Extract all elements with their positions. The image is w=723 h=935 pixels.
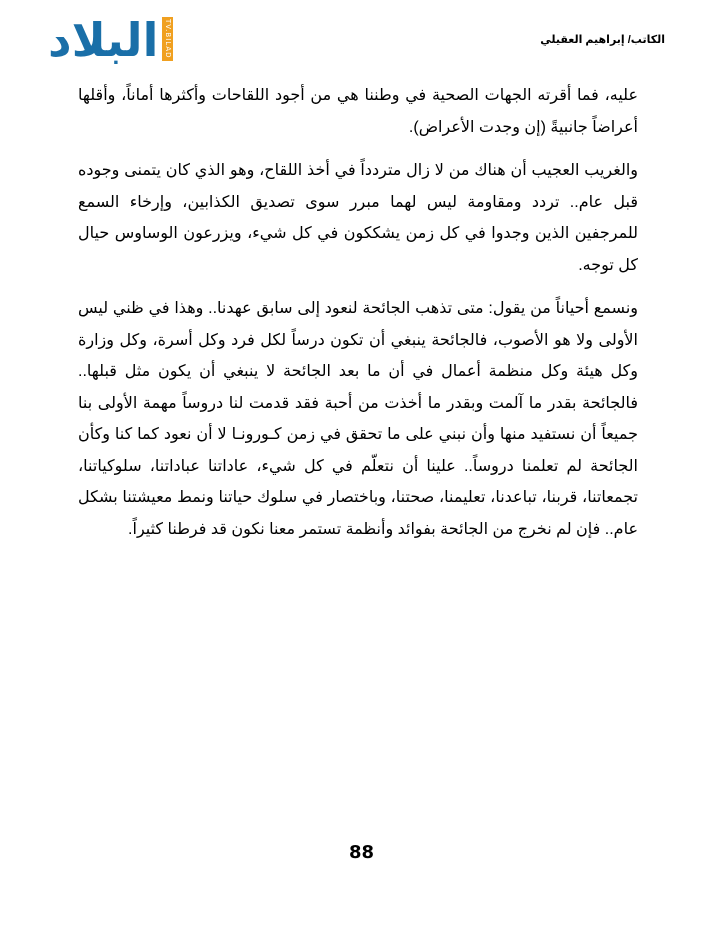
author-name: الكاتب/ إبراهيم العقيلي (540, 34, 665, 46)
article-body (78, 80, 638, 557)
paragraph-2: والغريب العجيب أن هناك من لا زال متردداً في أخذ اللقاح، وهو الذي كان يتمنى وجوده قبل عام.. تردد ومقاومة ليس لهما مبرر سوى تصديق الكذابين، وإرخاء السمع للمرجفين الذين وجدوا في كل زمن يشككون في كل شيء، ويزرعون الوساوس حيال كل توجه. (78, 162, 638, 274)
logo-tag: TV.BILAD (162, 17, 173, 61)
page-number: 88 (348, 842, 375, 863)
logo-text: البلاد (48, 13, 159, 67)
page-header (0, 0, 723, 80)
paragraph-1: عليه، فما أقرته الجهات الصحية في وطننا هي من أجود اللقاحات وأكثرها أماناً، وأقلها أعراضاً جانبيةً (إن وجدت الأعراض). (78, 87, 638, 136)
paragraph-3: ونسمع أحياناً من يقول: متى تذهب الجائحة لنعود إلى سابق عهدنا.. وهذا في ظني ليس الأولى ولا هو الأصوب، فالجائحة ينبغي أن تكون درساً لكل فرد وكل أسرة، وكل وزارة وكل هيئة وكل منظمة أعمال في أن ما بعد الجائحة لا ينبغي أن يكون مثل قبلها.. فالجائحة بقدر ما آلمت وبقدر ما أخذت من أحبة فقد قدمت لنا دروساً مهمة الأولى بنا جميعاً أن نستفيد منها وأن نبني على ما تحقق في زمن كـورونـا لا أن نعود كما كنا وكأن الجائحة لم تعلمنا دروساً.. علينا أن نتعلّم في كل شيء، عاداتنا عباداتنا، سلوكياتنا، تجمعاتنا، قربنا، تباعدنا، تعليمنا، صحتنا، وباختصار في سلوك حياتنا ونمط معيشتنا بشكل عام.. فإن لم نخرج من الجائحة بفوائد وأنظمة تستمر معنا نكون قد فرطنا كثيراً. (78, 300, 638, 538)
bilad-logo (48, 14, 173, 66)
